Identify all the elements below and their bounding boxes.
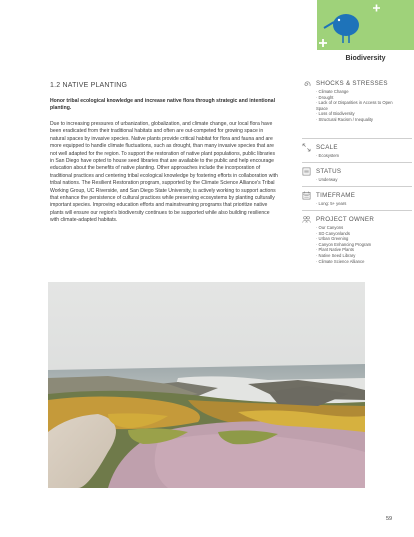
timeframe-title: TIMEFRAME xyxy=(316,192,356,199)
coastal-planting-photo xyxy=(48,282,365,488)
divider xyxy=(302,186,412,187)
list-item: · Long: 5+ years xyxy=(316,201,347,206)
shocks-stresses-list xyxy=(316,89,412,123)
list-item: · Underway xyxy=(316,177,338,182)
list-item: · Native Seed Library xyxy=(316,252,356,258)
list-item: · SD Canyonlands xyxy=(316,230,350,236)
scale-list xyxy=(316,153,412,159)
list-item: · Climate Science Alliance xyxy=(316,258,365,264)
list-item: · Urban Greening xyxy=(316,236,349,242)
scale-block xyxy=(302,143,412,159)
list-item: · Plant Native Plants xyxy=(316,247,354,253)
list-item: · Structural Racism / Inequality xyxy=(316,116,374,122)
list-item: · Drought xyxy=(316,94,334,100)
shocks-stresses-block xyxy=(302,79,412,123)
divider xyxy=(302,138,412,139)
page-number: 59 xyxy=(386,516,393,522)
category-badge xyxy=(317,0,414,50)
status-title: STATUS xyxy=(316,168,342,175)
project-owner-title: PROJECT OWNER xyxy=(316,216,375,223)
status-block xyxy=(302,167,412,183)
status-list xyxy=(316,177,412,183)
list-item: · Ecosystem xyxy=(316,153,340,158)
section-title: 1.2 NATIVE PLANTING xyxy=(50,82,128,89)
shocks-stresses-title: SHOCKS & STRESSES xyxy=(316,80,388,87)
project-owner-list xyxy=(316,225,412,264)
project-owner-block xyxy=(302,215,412,264)
kiwi-bird-icon xyxy=(317,0,414,50)
list-item: · Our Canyons xyxy=(316,225,344,230)
expand-arrows-icon xyxy=(302,143,311,152)
people-icon xyxy=(302,215,311,224)
spiral-icon xyxy=(302,79,311,88)
calendar-icon xyxy=(302,191,311,200)
timeframe-block xyxy=(302,191,412,207)
list-item: · Loss of Biodiversity xyxy=(316,111,355,117)
body-paragraph: Due to increasing pressures of urbanization, globalization, and climate change, our local flora have been eradicated from their traditional habitats and often are out-competed for growing space in natural spaces by invasive species. Native plants provide critical habitat for flora and fauna and are more equipped to handle climate fluctuations, such as drought, than many invasive species that are not well adapted for the region. To support the restoration of native plant populations, public libraries in San Diego have opted to house seed libraries that are available to the public and help encourage education about the benefits of native planting. Other approaches include the incorporation of traditional practices and centering tribal ecological knowledge by fostering efforts in collaboration with tribal nations. The Resilient Restoration program, supported by the Climate Science Alliance's Tribal Working Group, UC Riverside, and San Diego State University, is actively working to support actions that enhance the persistence of cultural practices while preserving ecosystems by planting culturally important species. Improving education efforts and mainstreaming programs that prioritize native plants will ensure our region's biodiversity continues to be supported while also building resilience with climate-adapted habitats. xyxy=(50,121,278,224)
divider xyxy=(302,162,412,163)
category-title: Biodiversity xyxy=(345,55,386,62)
layers-icon xyxy=(302,167,311,176)
intro-paragraph: Honor tribal ecological knowledge and increase native flora through strategic and intentional planting. xyxy=(50,98,276,112)
scale-title: SCALE xyxy=(316,144,338,151)
list-item: · Canyon Enhancing Program xyxy=(316,241,372,247)
list-item: · Lack of or Disparities in Access to Open Space xyxy=(316,100,393,111)
divider xyxy=(302,210,412,211)
timeframe-list xyxy=(316,201,412,207)
list-item: · Climate Change xyxy=(316,89,349,94)
